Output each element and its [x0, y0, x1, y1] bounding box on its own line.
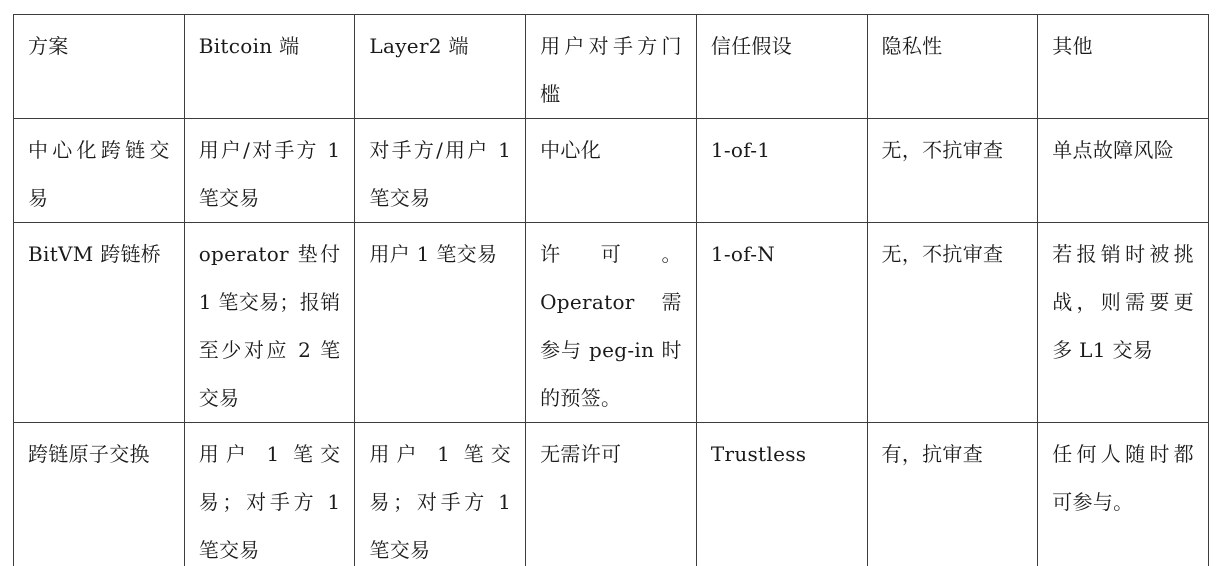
header-bitcoin-side: Bitcoin 端	[184, 15, 355, 119]
cell-scheme: 中心化跨链交易	[14, 119, 185, 223]
cell-trust: 1-of-1	[696, 119, 867, 223]
cell-trust: Trustless	[696, 423, 867, 566]
cell-layer2-side: 用户 1 笔交易；对手方 1 笔交易	[355, 423, 526, 566]
cell-scheme: 跨链原子交换	[14, 423, 185, 566]
cell-layer2-side: 对手方/用户 1 笔交易	[355, 119, 526, 223]
cell-scheme: BitVM 跨链桥	[14, 223, 185, 423]
cell-bitcoin-side: operator 垫付 1 笔交易；报销至少对应 2 笔交易	[184, 223, 355, 423]
cell-trust: 1-of-N	[696, 223, 867, 423]
cell-bitcoin-side: 用户 1 笔交易；对手方 1 笔交易	[184, 423, 355, 566]
cell-other: 任何人随时都可参与。	[1038, 423, 1209, 566]
cell-bitcoin-side: 用户/对手方 1 笔交易	[184, 119, 355, 223]
cell-privacy: 无，不抗审查	[867, 119, 1038, 223]
cell-threshold: 中心化	[526, 119, 697, 223]
header-other: 其他	[1038, 15, 1209, 119]
cell-privacy: 有，抗审查	[867, 423, 1038, 566]
cell-layer2-side: 用户 1 笔交易	[355, 223, 526, 423]
cell-privacy: 无，不抗审查	[867, 223, 1038, 423]
comparison-table	[13, 14, 1209, 566]
header-trust-assumption: 信任假设	[696, 15, 867, 119]
table-row-centralized-crosschain	[14, 119, 1209, 223]
header-privacy: 隐私性	[867, 15, 1038, 119]
cell-other: 单点故障风险	[1038, 119, 1209, 223]
header-layer2-side: Layer2 端	[355, 15, 526, 119]
table-row-crosschain-atomic-swap	[14, 423, 1209, 566]
table-header-row	[14, 15, 1209, 119]
header-user-counterparty-threshold: 用户对手方门槛	[526, 15, 697, 119]
cell-threshold: 许可。Operator 需参与 peg-in 时的预签。	[526, 223, 697, 423]
header-scheme: 方案	[14, 15, 185, 119]
cell-threshold: 无需许可	[526, 423, 697, 566]
cell-other: 若报销时被挑战，则需要更多 L1 交易	[1038, 223, 1209, 423]
table-row-bitvm-bridge	[14, 223, 1209, 423]
